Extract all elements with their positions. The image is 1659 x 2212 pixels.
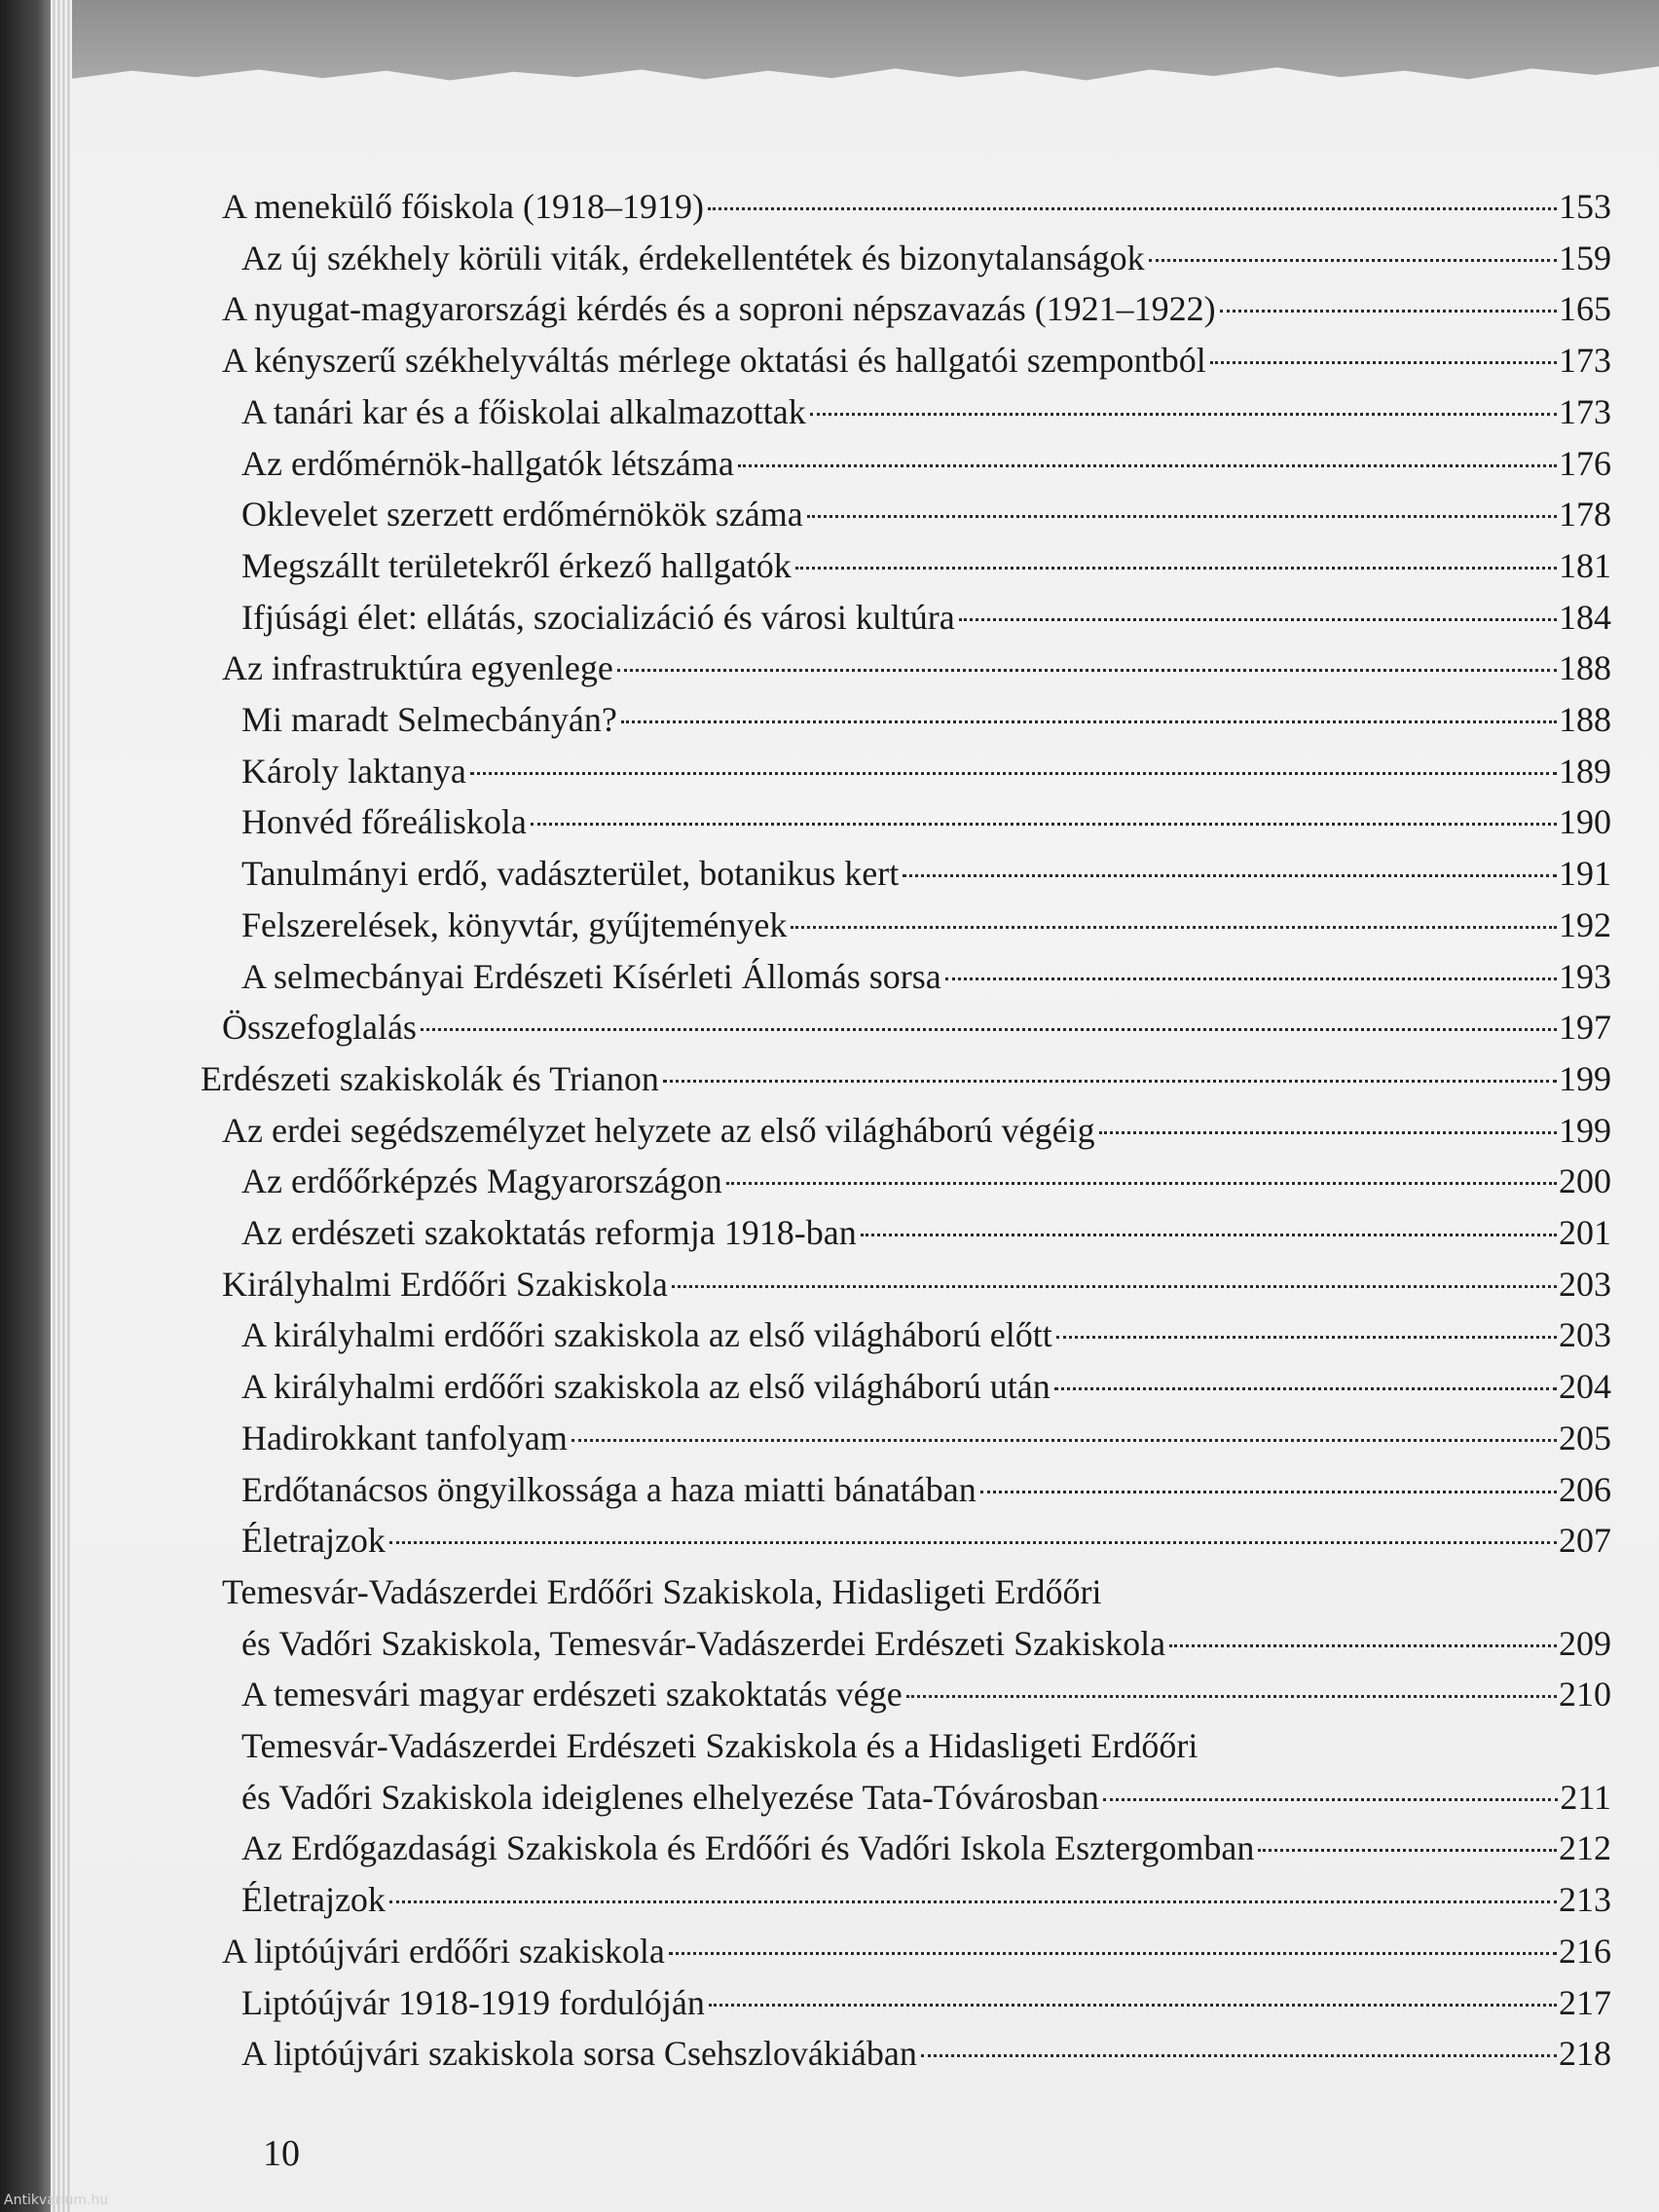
- toc-entry: [241, 1618, 1611, 1669]
- toc-entry: [241, 1361, 1611, 1412]
- toc-leader-dots: [571, 1439, 1557, 1442]
- toc-entry: [241, 489, 1611, 539]
- toc-entry: [222, 1105, 1611, 1156]
- toc-entry-page: 191: [1559, 854, 1611, 894]
- toc-leader-dots: [1210, 361, 1557, 364]
- toc-entry-page: 213: [1559, 1880, 1611, 1920]
- toc-entry-page: 165: [1559, 289, 1611, 329]
- toc-leader-dots: [709, 2004, 1557, 2007]
- toc-entry-page: 188: [1559, 648, 1611, 688]
- toc-entry-title: Az Erdőgazdasági Szakiskola és Erdőőri és Vadőri Iskola Esztergomban: [241, 1828, 1255, 1868]
- toc-entry-page: 181: [1559, 545, 1611, 585]
- toc-entry: [241, 1720, 1198, 1771]
- toc-leader-dots: [663, 1080, 1557, 1083]
- toc-entry-page: 209: [1559, 1623, 1611, 1663]
- toc-entry-title: és Vadőri Szakiskola ideiglenes elhelyezése Tata-Tóvárosban: [241, 1777, 1099, 1817]
- toc-leader-dots: [861, 1234, 1557, 1236]
- toc-entry-title: Liptóújvár 1918-1919 fordulóján: [241, 1982, 705, 2022]
- toc-entry: [241, 1874, 1611, 1925]
- toc-entry-page: 159: [1559, 238, 1611, 277]
- toc-leader-dots: [1149, 259, 1557, 262]
- toc-entry: [241, 387, 1611, 437]
- toc-entry: [241, 1772, 1611, 1823]
- toc-leader-dots: [1056, 1336, 1557, 1339]
- page-edges: [51, 0, 72, 2212]
- toc-entry-page: 218: [1559, 2034, 1611, 2074]
- toc-entry: [241, 592, 1611, 643]
- toc-entry-title: Temesvár-Vadászerdei Erdőőri Szakiskola, Hidasligeti Erdőőri: [222, 1571, 1102, 1611]
- toc-entry-page: 193: [1559, 956, 1611, 996]
- toc-entry-title: Temesvár-Vadászerdei Erdészeti Szakiskola és a Hidasligeti Erdőőri: [241, 1726, 1198, 1765]
- toc-entry: [222, 1567, 1101, 1617]
- toc-leader-dots: [959, 618, 1557, 621]
- toc-leader-dots: [807, 515, 1557, 518]
- toc-entry-title: A liptóújvári szakiskola sorsa Csehszlovákiában: [241, 2034, 917, 2074]
- toc-entry-title: Tanulmányi erdő, vadászterület, botanikus kert: [241, 854, 900, 894]
- toc-leader-dots: [1220, 310, 1557, 313]
- toc-entry: [241, 900, 1611, 950]
- toc-entry-title: Életrajzok: [241, 1880, 386, 1920]
- toc-leader-dots: [389, 1541, 1557, 1544]
- toc-entry-page: 173: [1559, 341, 1611, 381]
- toc-entry: [222, 283, 1611, 334]
- toc-leader-dots: [470, 772, 1557, 775]
- toc-entry-page: 173: [1559, 391, 1611, 431]
- toc-entry-page: 206: [1559, 1469, 1611, 1509]
- toc-entry: [241, 233, 1611, 283]
- toc-entry-page: 192: [1559, 904, 1611, 944]
- toc-leader-dots: [921, 2054, 1557, 2057]
- toc-leader-dots: [389, 1900, 1557, 1903]
- toc-entry: [241, 2028, 1611, 2079]
- toc-leader-dots: [421, 1028, 1557, 1031]
- toc-entry-title: A tanári kar és a főiskolai alkalmazottak: [241, 391, 806, 431]
- toc-leader-dots: [945, 977, 1557, 980]
- toc-entry-page: 153: [1559, 187, 1611, 226]
- toc-leader-dots: [672, 1285, 1557, 1288]
- watermark: Antikvarium.hu: [4, 2193, 109, 2208]
- toc-entry: [241, 1515, 1611, 1566]
- toc-entry: [241, 540, 1611, 591]
- toc-entry-page: 201: [1559, 1213, 1611, 1252]
- toc-entry-title: Az erdészeti szakoktatás reformja 1918-ban: [241, 1213, 857, 1252]
- toc-leader-dots: [1258, 1849, 1557, 1852]
- toc-leader-dots: [726, 1182, 1557, 1185]
- toc-entry: [241, 746, 1611, 796]
- toc-entry-title: Az infrastruktúra egyenlege: [222, 648, 613, 688]
- toc-entry-page: 212: [1559, 1828, 1611, 1868]
- toc-entry: [222, 335, 1611, 386]
- toc-entry-title: Az új székhely körüli viták, érdekellentétek és bizonytalanságok: [241, 238, 1145, 277]
- toc-entry-title: A menekülő főiskola (1918–1919): [222, 187, 704, 226]
- toc-leader-dots: [617, 669, 1557, 672]
- toc-entry-title: Erdészeti szakiskolák és Trianon: [201, 1058, 659, 1098]
- toc-entry: [222, 1259, 1611, 1309]
- toc-entry: [241, 1977, 1611, 2028]
- toc-entry-title: Erdőtanácsos öngyilkossága a haza miatti bánatában: [241, 1469, 977, 1509]
- toc-entry-title: Ifjúsági élet: ellátás, szocializáció és városi kultúra: [241, 597, 955, 637]
- toc-entry-page: 205: [1559, 1418, 1611, 1457]
- toc-entry: [222, 1926, 1611, 1976]
- toc-leader-dots: [810, 413, 1557, 416]
- toc-entry-title: Összefoglalás: [222, 1008, 417, 1048]
- toc-leader-dots: [1169, 1644, 1557, 1647]
- toc-entry-title: Az erdei segédszemélyzet helyzete az első világháború végéig: [222, 1110, 1095, 1150]
- toc-entry-page: 188: [1559, 700, 1611, 739]
- toc-entry-title: A selmecbányai Erdészeti Kísérleti Állomás sorsa: [241, 956, 941, 996]
- toc-entry: [241, 1413, 1611, 1463]
- toc-entry: [241, 1309, 1611, 1360]
- toc-entry-page: 200: [1559, 1161, 1611, 1201]
- toc-entry-page: 217: [1559, 1982, 1611, 2022]
- toc-entry-title: A királyhalmi erdőőri szakiskola az első világháború után: [241, 1367, 1051, 1407]
- toc-leader-dots: [669, 1952, 1557, 1955]
- toc-leader-dots: [1099, 1131, 1557, 1134]
- toc-leader-dots: [531, 823, 1557, 826]
- toc-entry-title: Megszállt területekről érkező hallgatók: [241, 545, 792, 585]
- toc-entry: [241, 1464, 1611, 1515]
- toc-entry-title: Oklevelet szerzett erdőmérnökök száma: [241, 495, 803, 535]
- toc-entry-page: 184: [1559, 597, 1611, 637]
- toc-entry-page: 178: [1559, 495, 1611, 535]
- toc-entry-title: Hadirokkant tanfolyam: [241, 1418, 568, 1457]
- toc-entry-page: 199: [1559, 1058, 1611, 1098]
- toc-entry: [241, 1207, 1611, 1258]
- toc-entry-page: 197: [1559, 1008, 1611, 1048]
- toc-entry: [201, 1053, 1611, 1104]
- toc-leader-dots: [1054, 1387, 1557, 1390]
- toc-leader-dots: [795, 567, 1557, 570]
- toc-entry-page: 211: [1560, 1777, 1611, 1817]
- toc-entry-title: Az erdőmérnök-hallgatók létszáma: [241, 443, 734, 483]
- toc-entry-title: Honvéd főreáliskola: [241, 802, 527, 842]
- toc-entry-title: és Vadőri Szakiskola, Temesvár-Vadászerdei Erdészeti Szakiskola: [241, 1623, 1166, 1663]
- toc-entry-page: 210: [1559, 1675, 1611, 1714]
- toc-entry: [222, 1002, 1611, 1052]
- toc-entry-page: 199: [1559, 1110, 1611, 1150]
- toc-entry-page: 203: [1559, 1315, 1611, 1355]
- toc-entry-title: Életrajzok: [241, 1521, 386, 1561]
- toc-entry: [222, 181, 1611, 232]
- toc-entry-title: Felszerelések, könyvtár, gyűjtemények: [241, 904, 788, 944]
- toc-leader-dots: [980, 1491, 1557, 1493]
- table-of-contents: [68, 0, 1659, 2212]
- toc-entry-page: 190: [1559, 802, 1611, 842]
- toc-entry-title: A nyugat-magyarországi kérdés és a soproni népszavazás (1921–1922): [222, 289, 1216, 329]
- toc-entry: [241, 1823, 1611, 1873]
- toc-leader-dots: [791, 926, 1557, 929]
- toc-entry: [241, 438, 1611, 489]
- toc-leader-dots: [1103, 1798, 1558, 1801]
- book-page: [68, 0, 1659, 2212]
- toc-entry: [241, 796, 1611, 847]
- toc-entry-page: 204: [1559, 1367, 1611, 1407]
- toc-entry: [241, 1669, 1611, 1719]
- toc-entry-title: Királyhalmi Erdőőri Szakiskola: [222, 1264, 668, 1304]
- toc-entry-page: 216: [1559, 1931, 1611, 1971]
- toc-leader-dots: [906, 1695, 1557, 1698]
- toc-entry-page: 189: [1559, 751, 1611, 791]
- toc-entry-title: A temesvári magyar erdészeti szakoktatás vége: [241, 1675, 903, 1714]
- toc-entry-title: A királyhalmi erdőőri szakiskola az első világháború előtt: [241, 1315, 1052, 1355]
- toc-entry-page: 203: [1559, 1264, 1611, 1304]
- toc-entry: [241, 848, 1611, 899]
- toc-entry-title: A liptóújvári erdőőri szakiskola: [222, 1931, 665, 1971]
- toc-entry-title: Károly laktanya: [241, 751, 466, 791]
- page-number: 10: [263, 2133, 300, 2174]
- toc-entry-title: A kényszerű székhelyváltás mérlege oktatási és hallgatói szempontból: [222, 341, 1206, 381]
- toc-entry-page: 207: [1559, 1521, 1611, 1561]
- toc-entry: [222, 643, 1611, 693]
- toc-entry-page: 176: [1559, 443, 1611, 483]
- toc-leader-dots: [708, 207, 1557, 210]
- toc-entry: [241, 951, 1611, 1002]
- toc-entry-title: Az erdőőrképzés Magyarországon: [241, 1161, 722, 1201]
- toc-leader-dots: [738, 464, 1557, 467]
- toc-leader-dots: [903, 874, 1557, 877]
- toc-leader-dots: [621, 720, 1557, 723]
- toc-entry: [241, 1156, 1611, 1206]
- toc-entry: [241, 694, 1611, 745]
- toc-entry-title: Mi maradt Selmecbányán?: [241, 700, 617, 739]
